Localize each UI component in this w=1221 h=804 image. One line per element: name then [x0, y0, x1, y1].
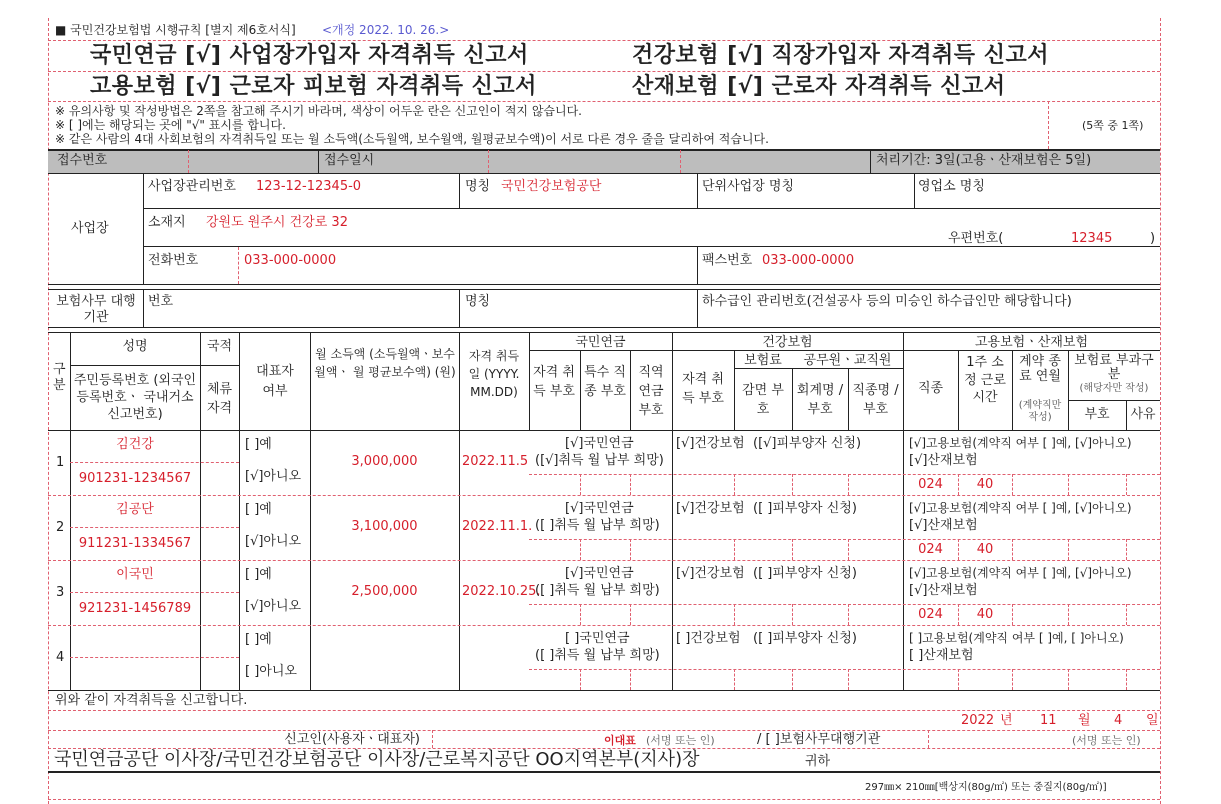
row-acq-date[interactable]: 2022.11.1.: [462, 519, 533, 534]
rep-no-checkbox[interactable]: [√]아니오: [245, 469, 302, 484]
np-month-payment[interactable]: ([√]취득 월 납부 희망): [535, 453, 664, 468]
hi-dependent[interactable]: ([ ]피부양자 신청): [753, 566, 857, 581]
ei-hours-value[interactable]: 40: [976, 607, 994, 622]
hi-dependent[interactable]: ([√]피부양자 신청): [753, 436, 862, 451]
col-stay: 체류 자격: [206, 382, 233, 416]
row-number: 3: [56, 585, 65, 600]
mgmt-no-label: 사업장관리번호: [148, 179, 236, 194]
rep-no-checkbox[interactable]: [ ]아니오: [245, 664, 297, 679]
day-label: 일: [1146, 713, 1159, 728]
title-employment-insurance: 고용보험 [√] 근로자 피보험 자격취득 신고서: [90, 74, 537, 99]
hi-dependent[interactable]: ([ ]피부양자 신청): [753, 631, 857, 646]
workplace-name-label: 명칭: [465, 179, 491, 194]
report-month[interactable]: 11: [1040, 713, 1057, 728]
form-reference: ■ 국민건강보험법 시행규칙 [별지 제6호서식]: [55, 23, 296, 37]
agency-checkbox[interactable]: / [ ]보험사무대행기관: [757, 732, 881, 747]
row-number: 2: [56, 520, 65, 535]
address-label: 소재지: [148, 215, 186, 230]
hi-checkbox[interactable]: [ ]건강보험: [676, 631, 741, 646]
col-health-insurance: 건강보험: [762, 335, 813, 350]
col-hi-job: 직종명 /부호: [852, 383, 899, 417]
rep-no-checkbox[interactable]: [√]아니오: [245, 599, 302, 614]
ei-checkbox[interactable]: [ ]고용보험(계약직 여부 [ ]예, [ ]아니오): [909, 631, 1124, 645]
revision-date: <개정 2022. 10. 26.>: [322, 23, 450, 37]
col-ei-contract-note: (계약직만 작성): [1018, 400, 1062, 423]
note-line-1: ※ 유의사항 및 작성방법은 2쪽을 참고해 주시기 바라며, 색상이 어두운 란은 신고인이 적지 않습니다.: [55, 104, 582, 118]
col-hi-account: 회계명 /부호: [796, 383, 844, 417]
subcontractor-label: 하수급인 관리번호(건설공사 등의 미승인 하수급인만 해당합니다): [702, 294, 1072, 309]
col-national-pension: 국민연금: [575, 335, 626, 350]
title-industrial-accident: 산재보험 [√] 근로자 자격취득 신고서: [632, 74, 1006, 99]
paper-spec: 297㎜× 210㎜[백상지(80g/㎡) 또는 중질지(80g/㎡)]: [865, 782, 1107, 793]
receipt-date-label: 접수일시: [324, 153, 375, 168]
col-nationality: 국적: [206, 339, 233, 354]
rep-yes-checkbox[interactable]: [ ]예: [245, 632, 272, 647]
postal-close: ): [1150, 231, 1156, 246]
np-month-payment[interactable]: ([ ]취득 월 납부 희망): [535, 518, 660, 533]
col-np-special-job: 특수 직종 부호: [584, 365, 626, 399]
row-reg-no[interactable]: 901231-1234567: [78, 471, 192, 486]
ei-hours-value[interactable]: 40: [976, 477, 994, 492]
ia-checkbox[interactable]: [√]산재보험: [909, 518, 978, 533]
col-hi-acq-code: 자격 취득 부호: [682, 372, 724, 406]
col-gubun: 구분: [53, 362, 66, 393]
row-reg-no[interactable]: 921231-1456789: [78, 601, 192, 616]
processing-period: 처리기간: 3일(고용ㆍ산재보험은 5일): [876, 153, 1092, 168]
row-name[interactable]: 김공단: [116, 502, 154, 517]
rep-yes-checkbox[interactable]: [ ]예: [245, 567, 272, 582]
ei-hours-value[interactable]: 40: [976, 542, 994, 557]
col-ei-premium-note: (해당자만 작성): [1079, 383, 1149, 394]
rep-no-checkbox[interactable]: [√]아니오: [245, 534, 302, 549]
hi-checkbox[interactable]: [√]건강보험: [676, 501, 745, 516]
col-ei-job: 직종: [917, 381, 944, 396]
row-name[interactable]: 김건강: [116, 437, 154, 452]
col-acq-date: 자격 취득일 (YYYY. MM.DD): [468, 349, 520, 399]
row-acq-date[interactable]: 2022.11.5: [462, 454, 529, 469]
agency-number-label: 번호: [148, 294, 174, 309]
ia-checkbox[interactable]: [√]산재보험: [909, 453, 978, 468]
col-hi-premium: 보험료: [744, 353, 782, 368]
branch-name-label: 영업소 명칭: [918, 179, 985, 194]
phone-value[interactable]: 033-000-0000: [244, 253, 337, 268]
row-number: 4: [56, 650, 65, 665]
hi-checkbox[interactable]: [√]건강보험: [676, 566, 745, 581]
col-ei-reason: 사유: [1130, 407, 1156, 422]
postal-label: 우편번호(: [948, 231, 1004, 246]
postal-value[interactable]: 12345: [1071, 231, 1113, 246]
col-ei-code: 부호: [1084, 407, 1110, 422]
col-ei-premium: 보험료 부과구분: [1074, 353, 1154, 382]
title-health-insurance: 건강보험 [√] 직장가입자 자격취득 신고서: [632, 43, 1049, 68]
col-reg-no: 주민등록번호 (외국인등록번호ㆍ 국내거소신고번호): [73, 373, 197, 422]
row-number: 1: [56, 455, 65, 470]
row-income[interactable]: 3,100,000: [351, 519, 418, 534]
reporter-label: 신고인(사용자ㆍ대표자): [284, 732, 420, 747]
workplace-section-label: 사업장: [71, 221, 109, 236]
col-np-acq-code: 자격 취득 부호: [533, 365, 575, 399]
hi-checkbox[interactable]: [√]건강보험: [676, 436, 745, 451]
ei-job-code[interactable]: 024: [918, 477, 943, 492]
np-checkbox[interactable]: [√]국민연금: [565, 501, 634, 516]
note-line-3: ※ 같은 사람의 4대 사회보험의 자격취득일 또는 월 소득액(소득월액, 보수월액, 월평균보수액)이 서로 다른 경우 줄을 달리하여 적습니다.: [55, 132, 769, 146]
ia-checkbox[interactable]: [ ]산재보험: [909, 648, 974, 663]
signer-name[interactable]: 이대표: [604, 734, 636, 747]
fax-label: 팩스번호: [702, 253, 753, 268]
col-hi-reduction: 감면 부호: [742, 383, 784, 417]
declaration-text: 위와 같이 자격취득을 신고합니다.: [55, 693, 248, 708]
title-national-pension: 국민연금 [√] 사업장가입자 자격취득 신고서: [90, 43, 529, 68]
col-ei-hours: 1주 소정 근로 시간: [964, 355, 1006, 405]
row-name[interactable]: 이국민: [116, 567, 154, 582]
col-ei-contract: 계약 종료 연월: [1019, 354, 1061, 384]
ei-checkbox[interactable]: [√]고용보험(계약직 여부 [ ]예, [√]아니오): [909, 436, 1132, 450]
agency-name-label: 명칭: [465, 294, 491, 309]
ei-checkbox[interactable]: [√]고용보험(계약직 여부 [ ]예, [√]아니오): [909, 501, 1132, 515]
row-reg-no[interactable]: 911231-1334567: [78, 536, 192, 551]
workplace-name-value[interactable]: 국민건강보험공단: [501, 179, 602, 194]
recipient: 국민연금공단 이사장/국민건강보험공단 이사장/근로복지공단 OO지역본부(지사)장: [54, 749, 700, 770]
rep-yes-checkbox[interactable]: [ ]예: [245, 502, 272, 517]
col-np-pension: 직역 연금 부호: [638, 365, 664, 418]
fax-value[interactable]: 033-000-0000: [762, 253, 855, 268]
receipt-number-label: 접수번호: [57, 153, 108, 168]
hi-dependent[interactable]: ([ ]피부양자 신청): [753, 501, 857, 516]
year-label: 년: [1000, 713, 1013, 728]
sign-note: (서명 또는 인): [646, 734, 715, 747]
ei-job-code[interactable]: 024: [918, 607, 943, 622]
agency-section-label: 보험사무 대행기관: [56, 294, 136, 325]
np-checkbox[interactable]: [ ]국민연금: [565, 631, 630, 646]
row-income[interactable]: 2,500,000: [351, 584, 418, 599]
col-employment-insurance: 고용보험ㆍ산재보험: [974, 335, 1089, 350]
col-hi-civil-servant: 공무원ㆍ교직원: [803, 353, 892, 368]
col-monthly-income: 월 소득액 (소득월액ㆍ보수월액ㆍ 월 평균보수액) (원): [314, 347, 456, 379]
report-day[interactable]: 4: [1114, 713, 1123, 728]
col-representative: 대표자 여부: [256, 364, 294, 399]
phone-label: 전화번호: [148, 253, 199, 268]
address-value[interactable]: 강원도 원주시 건강로 32: [206, 215, 348, 230]
np-checkbox[interactable]: [√]국민연금: [565, 436, 634, 451]
page-info: (5쪽 중 1쪽): [1082, 119, 1144, 132]
row-income[interactable]: 3,000,000: [351, 454, 418, 469]
unit-workplace-label: 단위사업장 명칭: [702, 179, 795, 194]
ei-checkbox[interactable]: [√]고용보험(계약직 여부 [ ]예, [√]아니오): [909, 566, 1132, 580]
np-checkbox[interactable]: [√]국민연금: [565, 566, 634, 581]
mgmt-no-value[interactable]: 123-12-12345-0: [256, 179, 362, 194]
sign-note-agency: (서명 또는 인): [1072, 734, 1141, 747]
month-label: 월: [1078, 713, 1091, 728]
ia-checkbox[interactable]: [√]산재보험: [909, 583, 978, 598]
row-acq-date[interactable]: 2022.10.25.: [462, 584, 541, 599]
np-month-payment[interactable]: ([ ]취득 월 납부 희망): [535, 648, 660, 663]
rep-yes-checkbox[interactable]: [ ]예: [245, 437, 272, 452]
recipient-suffix: 귀하: [805, 754, 831, 769]
note-line-2: ※ [ ]에는 해당되는 곳에 "√" 표시를 합니다.: [55, 118, 286, 132]
np-month-payment[interactable]: ([ ]취득 월 납부 희망): [535, 583, 660, 598]
col-name: 성명: [122, 339, 148, 354]
ei-job-code[interactable]: 024: [918, 542, 943, 557]
report-year[interactable]: 2022: [961, 713, 995, 728]
